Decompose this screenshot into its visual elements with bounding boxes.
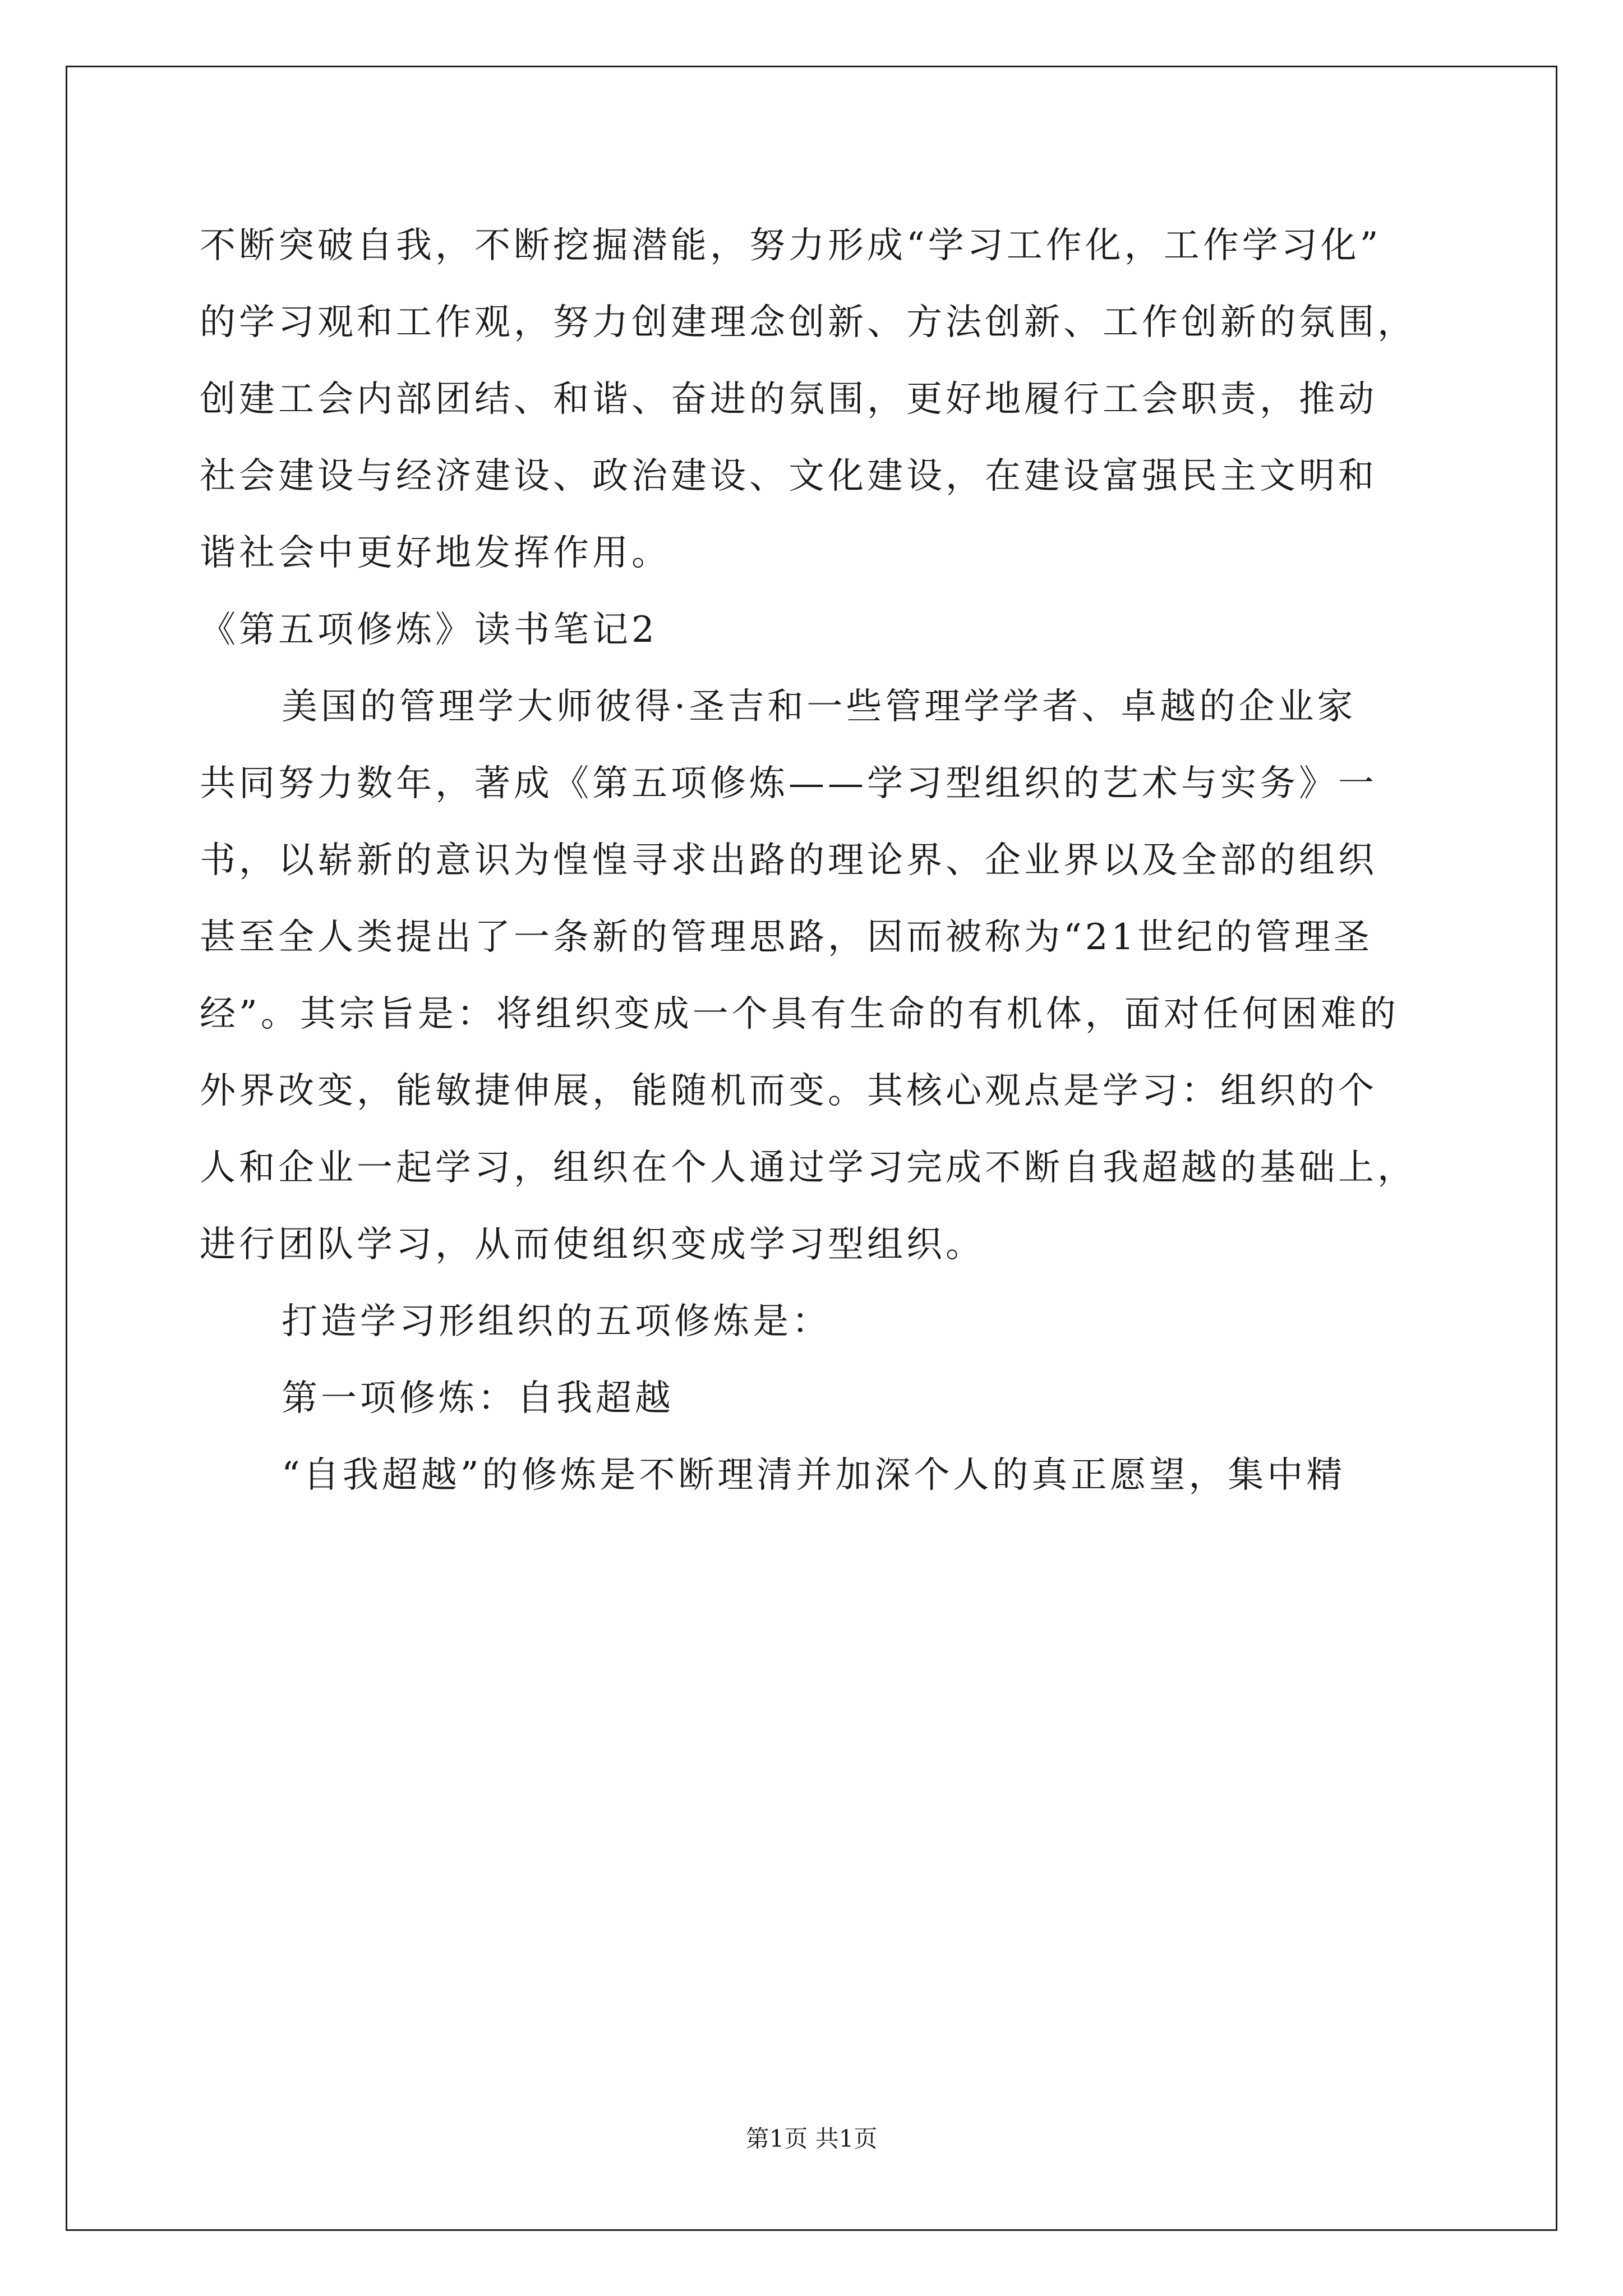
text-line: 外界改变，能敏捷伸展，能随机而变。其核心观点是学习：组织的个: [200, 1070, 1377, 1112]
section-heading: 《第五项修炼》读书笔记2: [200, 609, 658, 651]
text-line: 不断突破自我，不断挖掘潜能，努力形成“学习工作化，工作学习化”: [200, 225, 1382, 266]
text-line: “自我超越”的修炼是不断理清并加深个人的真正愿望，集中精: [282, 1455, 1346, 1496]
page-footer: 第1页 共1页: [745, 2125, 878, 2152]
subheading: 第一项修炼：自我超越: [282, 1378, 674, 1419]
text-line: 经”。其宗旨是：将组织变成一个具有生命的有机体，面对任何困难的: [200, 993, 1399, 1035]
text-line: 书，以崭新的意识为惶惶寻求出路的理论界、企业界以及全部的组织: [200, 840, 1377, 881]
text-line: 打造学习形组织的五项修炼是：: [282, 1301, 831, 1342]
text-line: 的学习观和工作观，努力创建理念创新、方法创新、工作创新的氛围，: [200, 302, 1417, 343]
text-line: 共同努力数年，著成《第五项修炼——学习型组织的艺术与实务》一: [200, 763, 1377, 804]
text-line: 人和企业一起学习，组织在个人通过学习完成不断自我超越的基础上，: [200, 1147, 1417, 1189]
text-line: 创建工会内部团结、和谐、奋进的氛围，更好地履行工会职责，推动: [200, 379, 1377, 420]
text-line: 甚至全人类提出了一条新的管理思路，因而被称为“21世纪的管理圣: [200, 917, 1373, 958]
text-line: 进行团队学习，从而使组织变成学习型组织。: [200, 1224, 985, 1266]
text-line: 社会建设与经济建设、政治建设、文化建设，在建设富强民主文明和: [200, 455, 1377, 497]
text-line: 美国的管理学大师彼得·圣吉和一些管理学学者、卓越的企业家: [282, 686, 1357, 728]
text-line: 谐社会中更好地发挥作用。: [200, 532, 671, 574]
